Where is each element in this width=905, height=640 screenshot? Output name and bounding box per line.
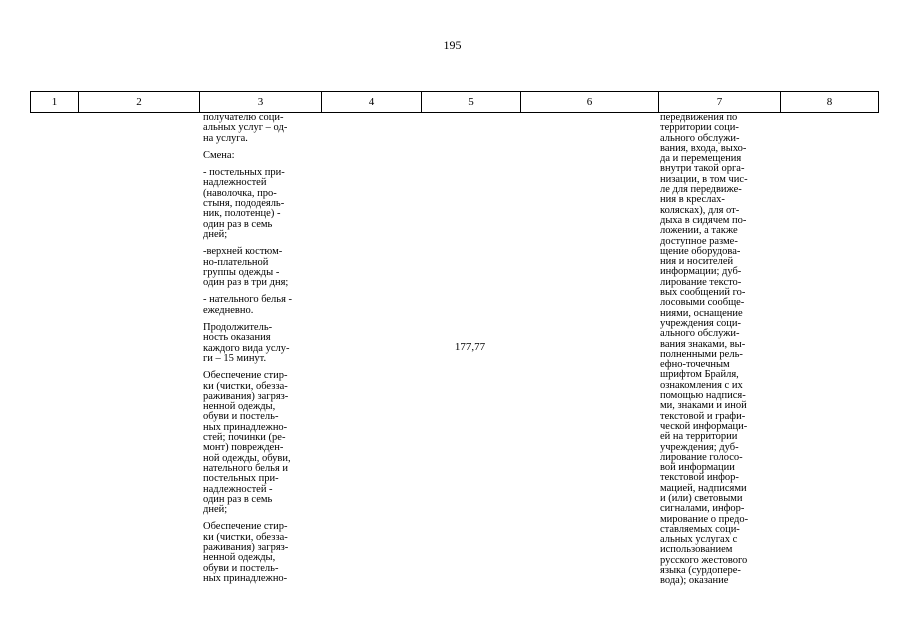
service-paragraph-bedding: - постельных при- надлежностей (наволочка, про- стыня, пододеяль- ник, полотенце) - один раз в семь дней;: [203, 167, 285, 240]
service-paragraph-duration: Продолжитель- ность оказания каждого вида услу- ги – 15 минут.: [203, 322, 290, 364]
service-paragraph-laundry: Обеспечение стир- ки (чистки, обезза- раживания) загряз- ненной одежды, обуви и постель- ных принадлежно- стей; починки (ре- монт) поврежден- ной одежды, обуви, нательного белья и постельных при- надлежностей - один раз в семь дней;: [203, 370, 291, 516]
service-price-value: 177,77: [454, 341, 486, 353]
service-paragraph-laundry-continued: Обеспечение стир- ки (чистки, обезза- раживания) загряз- ненной одежды, обуви и постель- ных принадлежно-: [203, 521, 289, 584]
column-header-2: 2: [79, 92, 200, 113]
accessibility-conditions-column: передвижения по территории соци- ального обслужи- вания, входа, выхо- да и перемещения внутри такой орга- низации, в том чис- ле для передвиже- ния в креслах- колясках), для от- дыха в сидячем по- ложении, а также доступное разме- щение оборудова- ния и носителей информации; дуб- лирование тексто- вых сообщений го- лосовыми сообще- ниями, оснащение учреждения соци- ального обслужи- вания знаками, вы- полненными рель- ефно-точечным шрифтом Брайля, ознакомления с их помощью надпися- ми, знаками и иной текстовой и графи- ческой информаци- ей на территории учреждения; дуб- лирование голосо- вой информации текстовой инфор- мацией, надписями и (или) световыми сигналами, инфор- мирование о предо- ставляемых соци- альных услугах с использованием русского жестового языка (сурдопере- вода); оказание: [660, 112, 749, 587]
column-header-6: 6: [521, 92, 659, 113]
column-header-3: 3: [200, 92, 322, 113]
service-paragraph-change: Смена:: [203, 149, 235, 161]
service-description-column: [203, 113, 321, 591]
service-paragraph-recipient: получателю соци- альных услуг – од- на услуга.: [203, 112, 288, 144]
column-number-header: [30, 91, 879, 113]
column-header-7: 7: [659, 92, 781, 113]
service-paragraph-outerwear: -верхней костюм- но-плательной группы одежды - один раз в три дня;: [203, 246, 289, 289]
column-header-4: 4: [322, 92, 422, 113]
column-header-5: 5: [422, 92, 521, 113]
column-header-1: 1: [31, 92, 79, 113]
service-paragraph-underwear: - нательного белья - ежедневно.: [203, 294, 293, 316]
column-header-8: 8: [781, 92, 879, 113]
page-number: 195: [443, 38, 462, 52]
